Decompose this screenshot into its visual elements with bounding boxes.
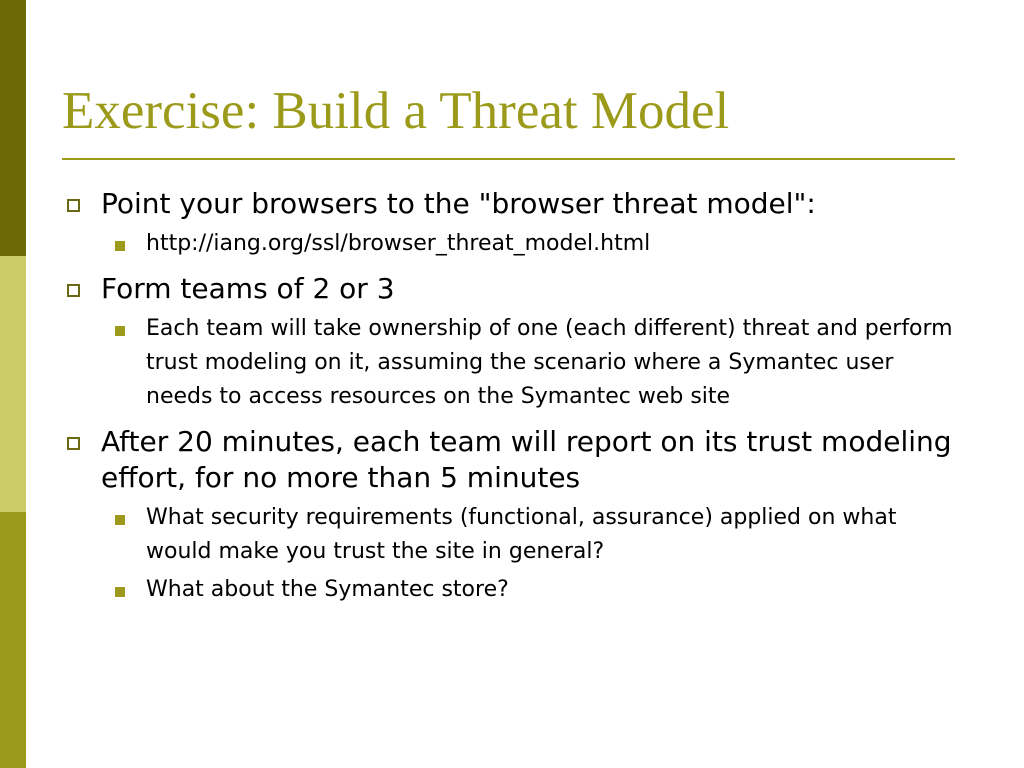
square-filled-bullet-icon (115, 326, 125, 336)
sub-bullet-text: What about the Symantec store? (146, 577, 509, 602)
sub-bullet-item (62, 312, 962, 414)
bullet-text: After 20 minutes, each team will report on its trust modeling effort, for no more than 5 minutes (101, 425, 952, 494)
bullet-item (62, 424, 962, 496)
sidebar-bottom-band (0, 512, 26, 768)
bullet-text: Point your browsers to the "browser threat model": (101, 187, 816, 220)
square-filled-bullet-icon (115, 515, 125, 525)
square-filled-bullet-icon (115, 587, 125, 597)
bullet-item (62, 186, 962, 222)
square-outline-bullet-icon (67, 199, 80, 212)
sub-bullet-item (62, 501, 962, 569)
sidebar-top-band (0, 0, 26, 256)
sub-bullet-text: What security requirements (functional, assurance) applied on what would make you trust the site in general? (146, 505, 897, 564)
bullet-text: Form teams of 2 or 3 (101, 272, 395, 305)
sub-bullet-item (62, 573, 962, 607)
sidebar-middle-band (0, 256, 26, 512)
square-outline-bullet-icon (67, 284, 80, 297)
bullet-item (62, 271, 962, 307)
sub-bullet-item (62, 227, 962, 261)
square-filled-bullet-icon (115, 241, 125, 251)
slide-title: Exercise: Build a Threat Model (62, 82, 730, 140)
bullet-list (62, 186, 962, 611)
sub-bullet-text: http://iang.org/ssl/browser_threat_model.html (146, 231, 651, 256)
title-divider (62, 158, 955, 160)
square-outline-bullet-icon (67, 437, 80, 450)
sub-bullet-text: Each team will take ownership of one (each different) threat and perform trust modeling on it, assuming the scenario where a Symantec user needs to access resources on the Symantec web site (146, 316, 953, 409)
